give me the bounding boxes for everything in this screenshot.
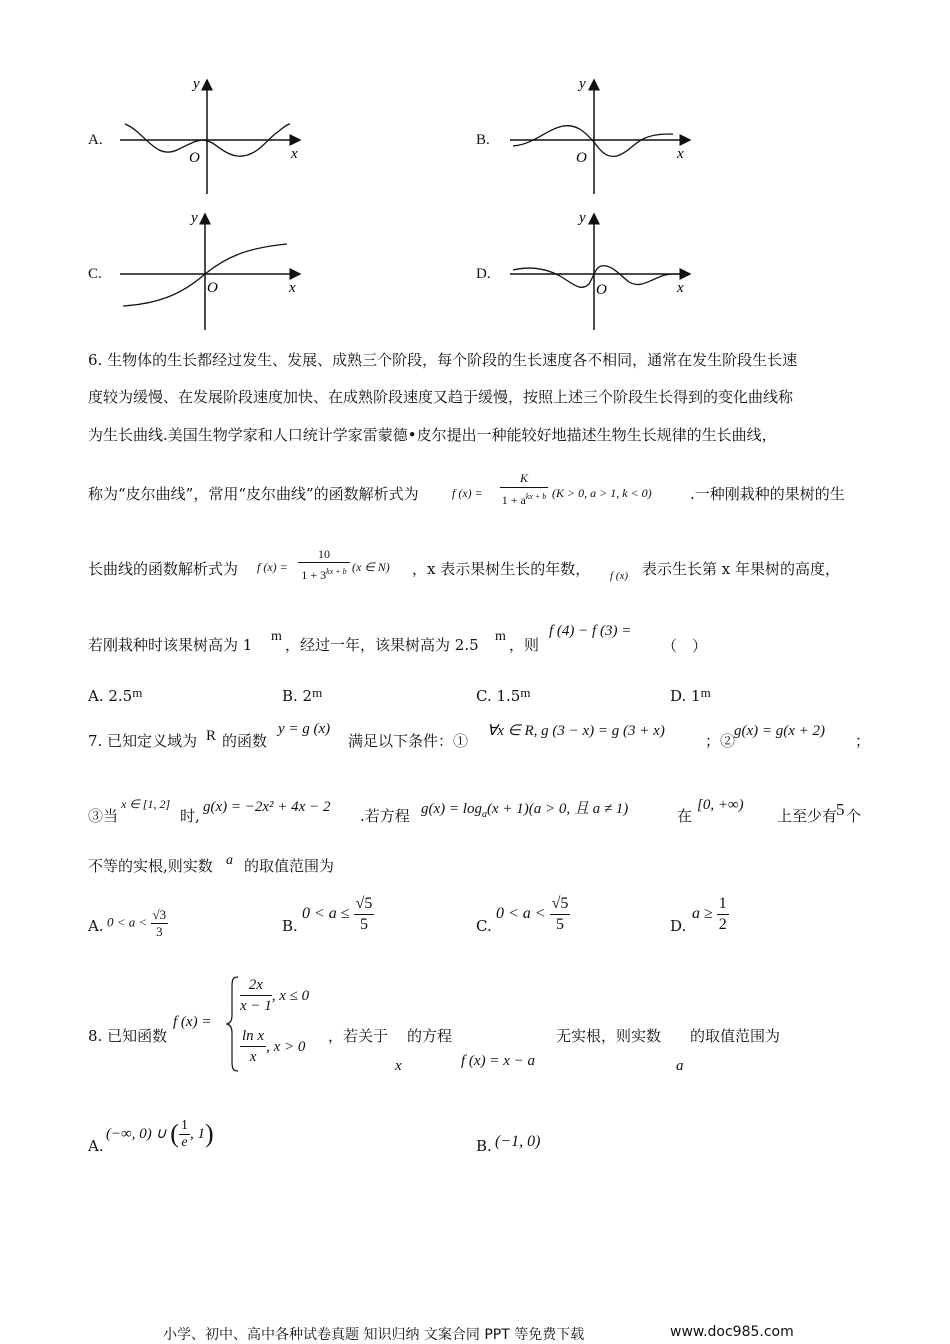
footer-text: 小学、初中、高中各种试卷真题 知识归纳 文案合同 PPT 等免费下载 — [163, 1327, 585, 1343]
q8-line1-e: 的取值范围为 — [690, 1027, 781, 1045]
q7-line2-e: 上至少有 — [777, 807, 838, 825]
q7-line1-a: 7. 已知定义域为 — [88, 732, 198, 750]
q6-pearl-num: K — [500, 470, 548, 488]
q6-tree-fraction — [298, 546, 350, 584]
q6-answer-paren: （ ） — [662, 637, 708, 655]
x-label: x — [677, 280, 684, 296]
q6-line2: 度较为缓慢、在发展阶段速度加快、在成熟阶段速度又趋于缓慢，按照上述三个阶段生长得到的变化曲线称 — [88, 388, 794, 406]
q8-case-1: $\frac{2x}{x - 1}$ , x ≤ 0 — [240, 977, 310, 1014]
q7-option-a: 0 < a < $\frac{√3}{3}$ — [107, 907, 167, 939]
q6-line6-c: ，则 — [509, 636, 540, 654]
graph-d — [505, 208, 705, 334]
q8-line1-c: 的方程 — [407, 1027, 453, 1045]
x-label: x — [289, 280, 296, 296]
q6-line6-a: 若刚栽种时该果树高为 1 — [88, 636, 253, 654]
x-label: x — [677, 146, 684, 162]
q7-R: R — [206, 728, 217, 744]
q7-end: ； — [855, 732, 871, 750]
q8-option-a-label: A. — [88, 1137, 104, 1155]
origin-label: O — [207, 280, 218, 296]
graph-a — [115, 72, 315, 200]
q7-g-def: g(x) = −2x² + 4x − 2 — [203, 799, 331, 815]
q7-line1-b: 的函数 — [222, 732, 268, 750]
q7-cond2: g(x) = g(x + 2) — [734, 723, 826, 739]
footer-url[interactable]: www.doc985.com — [670, 1324, 794, 1340]
q7-cond1: ∀x ∈ R, g (3 − x) = g (3 + x) — [487, 723, 665, 739]
q8-line1-b: ，若关于 — [328, 1027, 389, 1045]
graph-c-label: C. — [88, 266, 102, 282]
q7-option-b: 0 < a ≤ $\frac{√5}{5}$ — [302, 895, 373, 933]
q6-line1: 6. 生物体的生长都经过发生、发展、成熟三个阶段，每个阶段的生长速度各不相同，通常在发生阶段生长速 — [88, 351, 798, 369]
q7-count: 5 — [836, 800, 845, 819]
q8-equation: f (x) = x − a — [461, 1053, 535, 1069]
graph-b-label: B. — [476, 132, 490, 148]
q8-option-b-label: B. — [476, 1137, 492, 1155]
q6-pearl-fraction — [500, 470, 548, 509]
q6-line5-fx: f (x) — [610, 570, 629, 582]
q7-line2-d: 在 — [677, 807, 693, 825]
origin-label: O — [189, 150, 200, 166]
q6-option-b: B. 2m — [282, 685, 323, 705]
graph-c — [115, 208, 315, 334]
q7-line2-a: ③当 — [88, 807, 119, 825]
q6-option-c: C. 1.5m — [476, 685, 531, 705]
q6-option-a: A. 2.5m — [88, 685, 143, 705]
q6-tree-exp: kx + b — [326, 567, 347, 576]
q6-tree-num: 10 — [298, 546, 350, 563]
q6-line4-text: 称为“皮尔曲线”，常用“皮尔曲线”的函数解析式为 — [88, 485, 419, 503]
q6-diff-formula: f (4) − f (3) = — [549, 623, 632, 639]
q7-option-d-label: D. — [670, 917, 687, 935]
curve — [513, 126, 673, 157]
q7-line1-c: 满足以下条件：① — [348, 732, 469, 750]
q6-pearl-exp: kx + b — [525, 492, 547, 501]
q7-equation: $g(x) = \log_a(x + 1)(a > 0$, 且 a ≠ 1) — [421, 801, 629, 820]
graph-a-label: A. — [88, 132, 103, 148]
q7-line2-c: .若方程 — [360, 807, 410, 825]
q6-tree-den: 1 + 3 — [301, 568, 327, 582]
graph-d-label: D. — [476, 266, 491, 282]
q6-line5-text: 长曲线的函数解析式为 — [88, 560, 239, 578]
q7-option-c-label: C. — [476, 917, 492, 935]
q6-unit-2: m — [495, 629, 506, 644]
q8-var-a: a — [676, 1058, 684, 1074]
q6-tree-cond: (x ∈ N) — [352, 560, 390, 574]
y-label: y — [579, 210, 586, 226]
q6-pearl-cond: (K > 0, a > 1, k < 0) — [552, 486, 652, 500]
q8-option-b: (−1, 0) — [495, 1133, 541, 1150]
q7-line2-b: 时, — [180, 807, 200, 825]
y-label: y — [193, 76, 200, 92]
x-label: x — [291, 146, 298, 162]
origin-label: O — [576, 150, 587, 166]
origin-label: O — [596, 282, 607, 298]
q8-case-2: $\frac{\text{ln x}}{x}$ , x > 0 — [242, 1028, 306, 1065]
q8-line1-d: 无实根，则实数 — [556, 1027, 662, 1045]
q6-pearl-den: 1 + a — [501, 493, 526, 507]
q7-line3-a: 不等的实根,则实数 — [88, 857, 213, 875]
q7-line2-f: 个 — [846, 807, 862, 825]
q7-option-c: 0 < a < $\frac{√5}{5}$ — [496, 895, 569, 933]
q6-line6-b: ，经过一年，该果树高为 2.5 — [285, 636, 479, 654]
q8-var-x: x — [395, 1058, 402, 1074]
q7-option-a-label: A. — [88, 917, 104, 935]
q7-option-b-label: B. — [282, 917, 298, 935]
q6-unit-1: m — [271, 629, 282, 644]
q6-pearl-lhs: f (x) = — [452, 486, 483, 500]
q6-line5-mid: ，x 表示果树生长的年数， — [412, 560, 591, 578]
q7-sep: ；② — [705, 732, 736, 750]
q7-var-a: a — [226, 853, 233, 868]
q8-brace — [226, 975, 240, 1073]
q8-line1-a: 8. 已知函数 — [88, 1027, 168, 1045]
q7-func: y = g (x) — [278, 721, 331, 737]
y-label: y — [579, 76, 586, 92]
q6-tree-lhs: f (x) = — [257, 560, 288, 574]
q6-option-d: D. 1m — [670, 685, 711, 705]
q6-line5-tail: 表示生长第 x 年果树的高度， — [642, 560, 840, 578]
q7-interval: x ∈ [1, 2] — [121, 797, 171, 811]
q7-line3-b: 的取值范围为 — [244, 857, 335, 875]
q7-domain: [0, +∞) — [697, 797, 744, 813]
q6-line4-tail: .一种刚栽种的果树的生 — [690, 485, 845, 503]
q8-f-lhs: f (x) = — [173, 1014, 212, 1030]
q7-option-d: a ≥ $\frac{1}{2}$ — [692, 895, 727, 933]
graph-b — [505, 72, 705, 200]
q8-option-a: (−∞, 0) ∪ ( $\frac{1}{e}$ , 1) — [106, 1118, 214, 1150]
q6-line3: 为生长曲线.美国生物学家和人口统计学家雷蒙德•皮尔提出一种能较好地描述生物生长规律的生长曲线， — [88, 426, 777, 444]
y-label: y — [191, 210, 198, 226]
